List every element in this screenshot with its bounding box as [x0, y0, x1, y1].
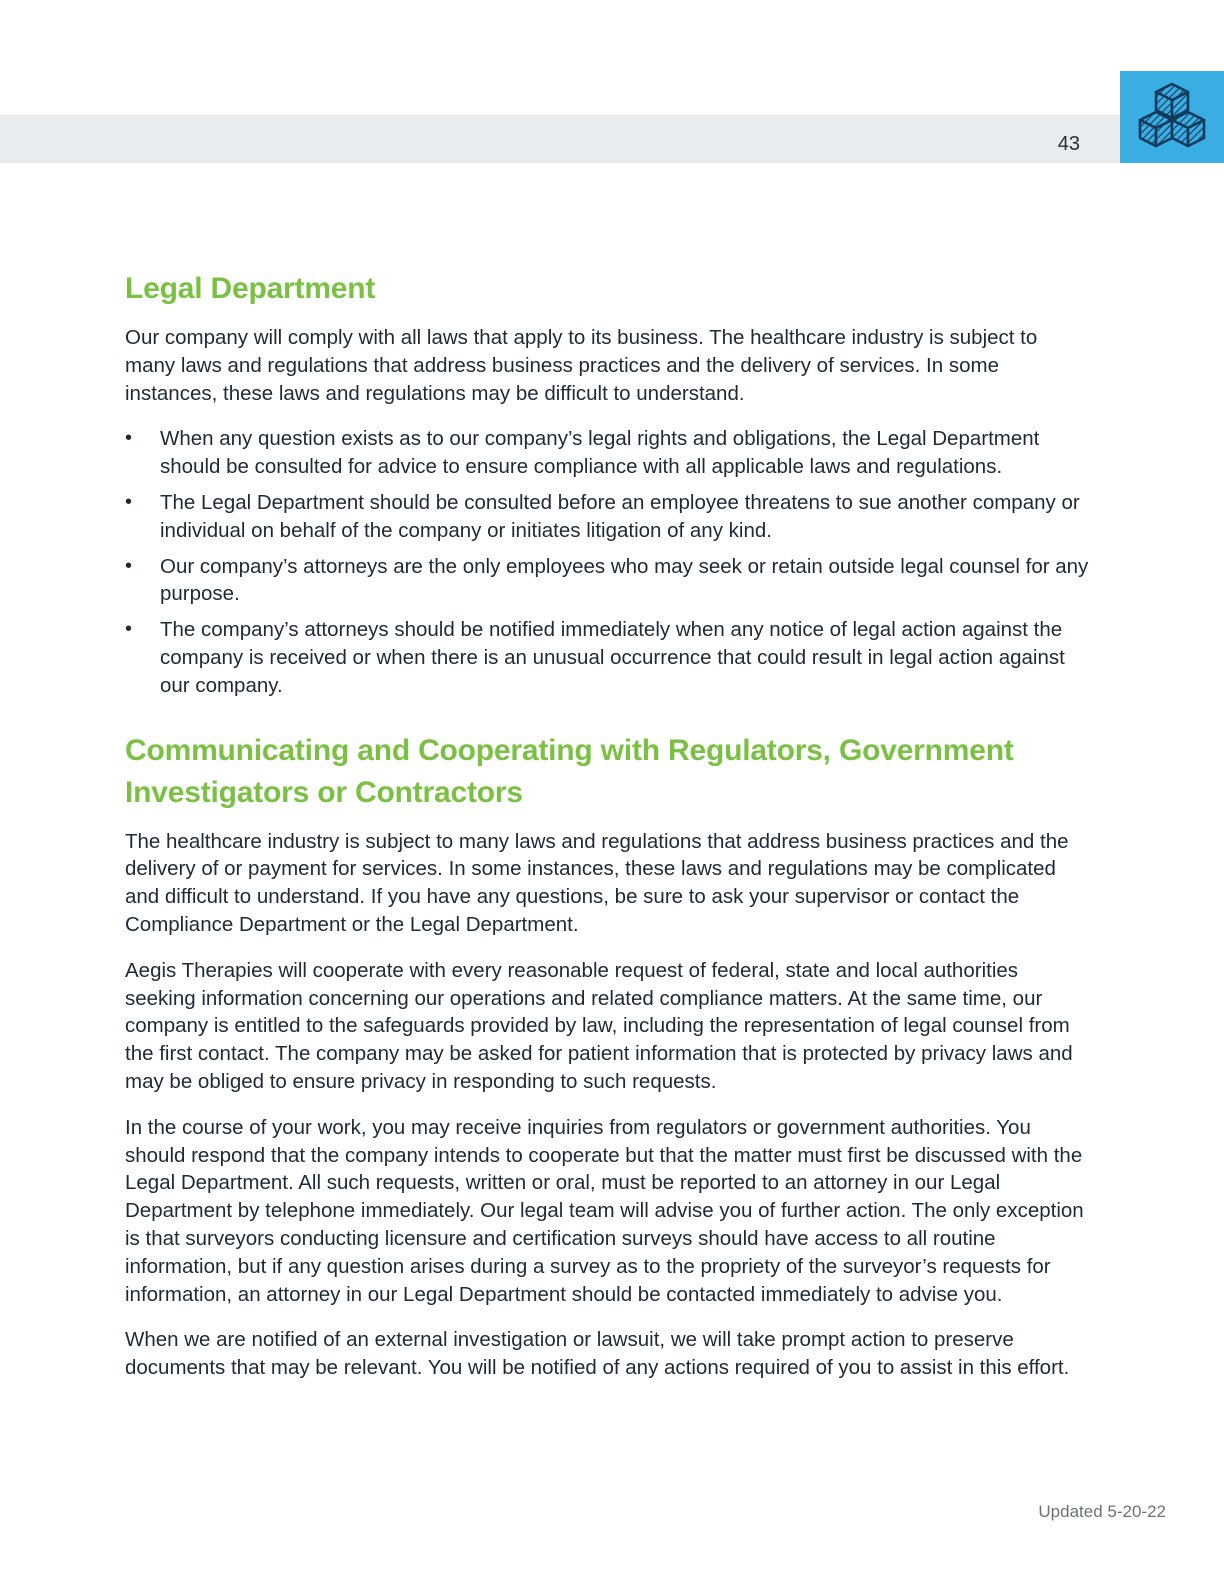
regulators-paragraph: In the course of your work, you may receive inquiries from regulators or government authorities. You should respond that the company intends to cooperate but that the matter must first be discussed with the Legal Department. All such requests, written or oral, must be reported to an attorney in our Legal Department by telephone immediately. Our legal team will advise you of further action. The only exception is that surveyors conducting licensure and certification surveys should have access to all routine information, but if any question arises during a survey as to the propriety of the surveyor’s requests for information, an attorney in our Legal Department should be contacted immediately to advise you.: [125, 1115, 1084, 1306]
regulators-paragraph: Aegis Therapies will cooperate with every reasonable request of federal, state and local authorities seeking information concerning our operations and related compliance matters. At the same time, our company is entitled to the safeguards provided by law, including the representation of legal counsel from the first contact. The company may be asked for patient information that is protected by privacy laws and may be obliged to ensure privacy in responding to such requests.: [125, 958, 1073, 1093]
list-item: • When any question exists as to our company’s legal rights and obligations, the Legal Department should be consulted for advice to ensure compliance with all applicable laws and regulations.: [125, 427, 1040, 479]
regulators-paragraph: The healthcare industry is subject to many laws and regulations that address business practices and the delivery of or payment for services. In some instances, these laws and regulations may be complicated and difficult to understand. If you have any questions, be sure to ask your supervisor or contact the Compliance Department or the Legal Department.: [125, 829, 1069, 936]
regulators-heading: Communicating and Cooperating with Regulators, Government Investigators or Contractors: [125, 733, 1014, 809]
page-number: 43: [1057, 133, 1080, 155]
header-band: [0, 115, 1120, 163]
list-item: • The Legal Department should be consulted before an employee threatens to sue another company or individual on behalf of the company or initiates litigation of any kind.: [125, 490, 1080, 542]
list-item: • Our company’s attorneys are the only employees who may seek or retain outside legal counsel for any purpose.: [125, 554, 1089, 606]
bullet-icon: •: [125, 554, 133, 577]
regulators-paragraph: When we are notified of an external investigation or lawsuit, we will take prompt action to preserve documents that may be relevant. You will be notified of any actions required of you to assist in this effort.: [125, 1328, 1070, 1380]
legal-bullet-list: [125, 425, 1093, 699]
bullet-icon: •: [125, 490, 133, 513]
updated-date: Updated 5-20-22: [1038, 1502, 1166, 1521]
legal-intro-paragraph: Our company will comply with all laws that apply to its business. The healthcare industry is subject to many laws and regulations that address business practices and the delivery of services. In some instances, these laws and regulations may be difficult to understand.: [125, 326, 1038, 405]
bullet-icon: •: [125, 618, 133, 641]
list-item: • The company’s attorneys should be notified immediately when any notice of legal action against the company is received or when there is an unusual occurrence that could result in legal action against our company.: [125, 618, 1065, 697]
legal-department-heading: Legal Department: [125, 272, 376, 305]
logo-box: [1120, 71, 1224, 163]
main-content: [125, 268, 1093, 1400]
bullet-icon: •: [125, 427, 133, 450]
stacked-cubes-icon: [1135, 82, 1209, 152]
